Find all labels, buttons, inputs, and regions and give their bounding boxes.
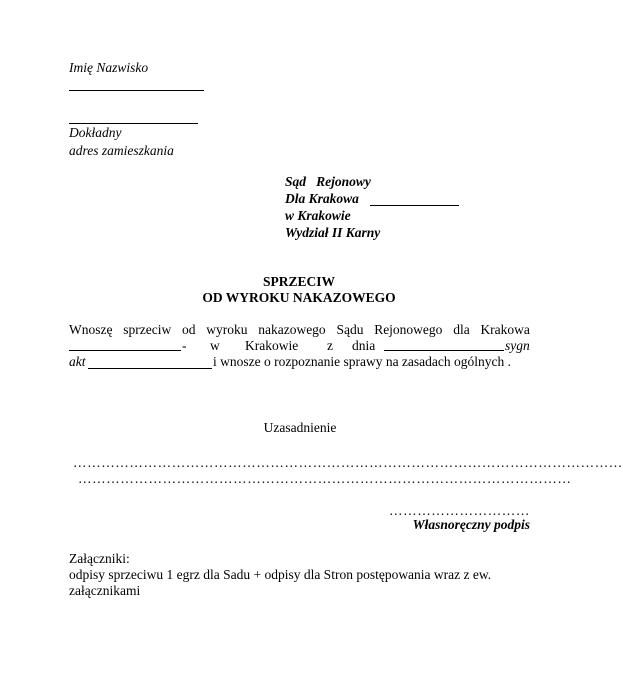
signature-label: Własnoręczny podpis [412,517,530,532]
body-word: Wnoszę [69,322,113,337]
body-word: dla [453,322,470,337]
attachments-heading: Załączniki: [69,551,130,566]
body-word: Krakowie [245,338,299,353]
sender-name-label: Imię Nazwisko [69,60,149,75]
body-word: od [181,322,196,337]
body-dash: - [182,338,187,353]
sender-address-label-2: adres zamieszkania [69,143,174,158]
attachments-line-2: załącznikami [69,583,141,598]
attachments-line-1: odpisy sprzeciwu 1 egrz dla Sadu + odpisy dla Stron postępowania wraz z ew. [69,567,492,582]
file-signature-blank [88,368,212,369]
court-line-1: Sąd Rejonowy [285,174,371,189]
court-line-2: Dla Krakowa [285,191,359,206]
body-row-3-text: i wnosze o rozpoznanie sprawy na zasadach ogólnych . [213,354,512,369]
justification-dots-1: ……………………………………………………………………………………………………… [73,455,623,470]
body-word: sygn [505,338,530,353]
body-word: nakazowego [258,322,326,337]
court-line-3: w Krakowie [285,208,351,223]
sender-address-label-1: Dokładny [69,125,122,140]
justification-heading: Uzasadnienie [263,420,337,435]
court-line-4: Wydział II Karny [285,225,381,240]
body-word: w [210,338,220,353]
body-word: dnia [352,338,376,353]
body-row-1 [69,322,530,338]
signature-dots: ………………………… [389,503,530,518]
court-department-blank [370,205,459,206]
document-title-2: OD WYROKU NAKAZOWEGO [202,290,396,305]
body-word: Sądu [336,322,364,337]
document-title-1: SPRZECIW [262,274,335,289]
date-blank [384,350,504,351]
justification-dots-2: …………………………………………………………………………………………… [78,471,572,486]
sender-address-line [69,123,198,124]
body-word: Rejonowego [374,322,443,337]
body-word: akt [69,354,86,369]
sender-name-line [69,90,204,91]
body-word: wyroku [206,322,248,337]
body-word: z [327,338,333,353]
case-number-blank [69,350,181,351]
body-word: Krakowa [480,322,530,337]
body-word: sprzeciw [123,322,172,337]
